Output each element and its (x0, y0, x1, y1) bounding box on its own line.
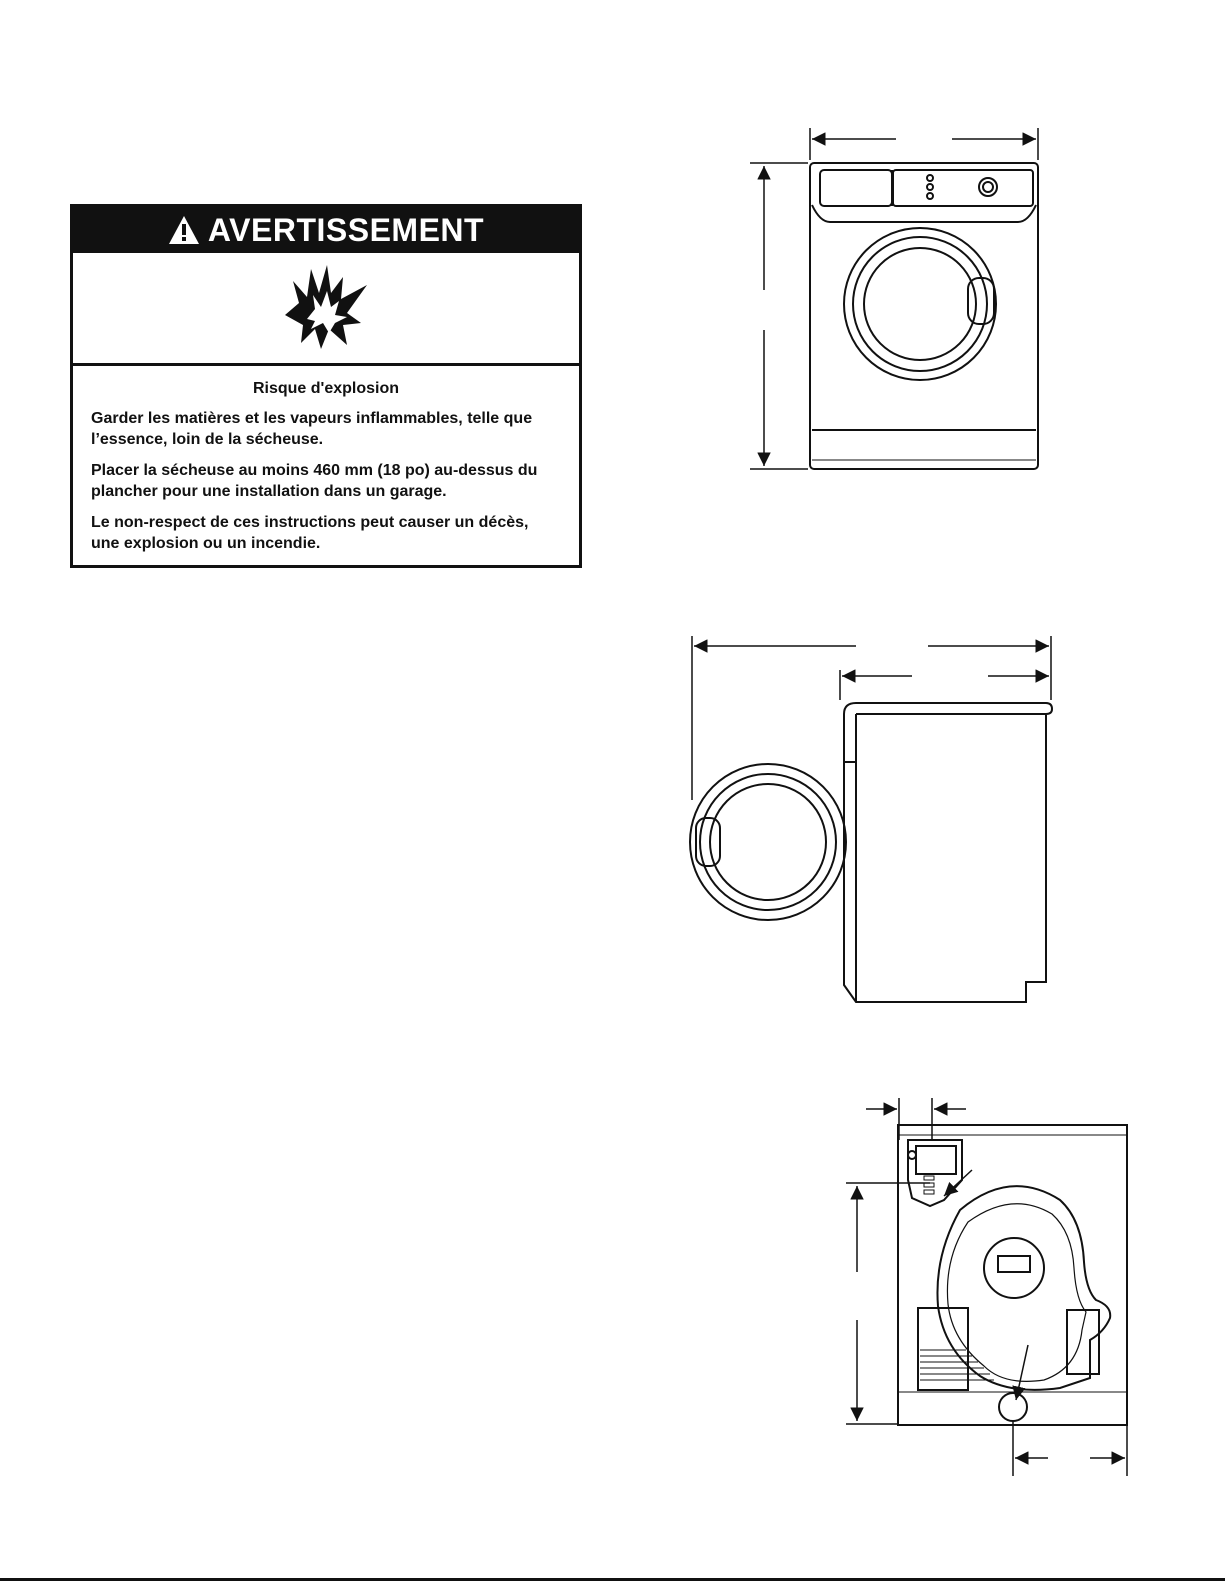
dryer-rear-view (846, 1098, 1127, 1476)
dryer-front-view (750, 128, 1038, 469)
warning-paragraph: Le non-respect de ces instructions peut causer un décès, une explosion ou un incendie. (91, 514, 529, 552)
warning-paragraph: Garder les matières et les vapeurs inflammables, telle que l’essence, loin de la sécheuse. (91, 410, 533, 448)
warning-header-text: AVERTISSEMENT (207, 211, 485, 248)
bottom-rule (0, 1578, 1225, 1581)
warning-paragraph: Placer la sécheuse au moins 460 mm (18 po) au-dessus du plancher pour une installation dans un garage. (91, 462, 538, 500)
dryer-side-view (690, 636, 1052, 1002)
warning-subtitle: Risque d'explosion (252, 380, 400, 397)
